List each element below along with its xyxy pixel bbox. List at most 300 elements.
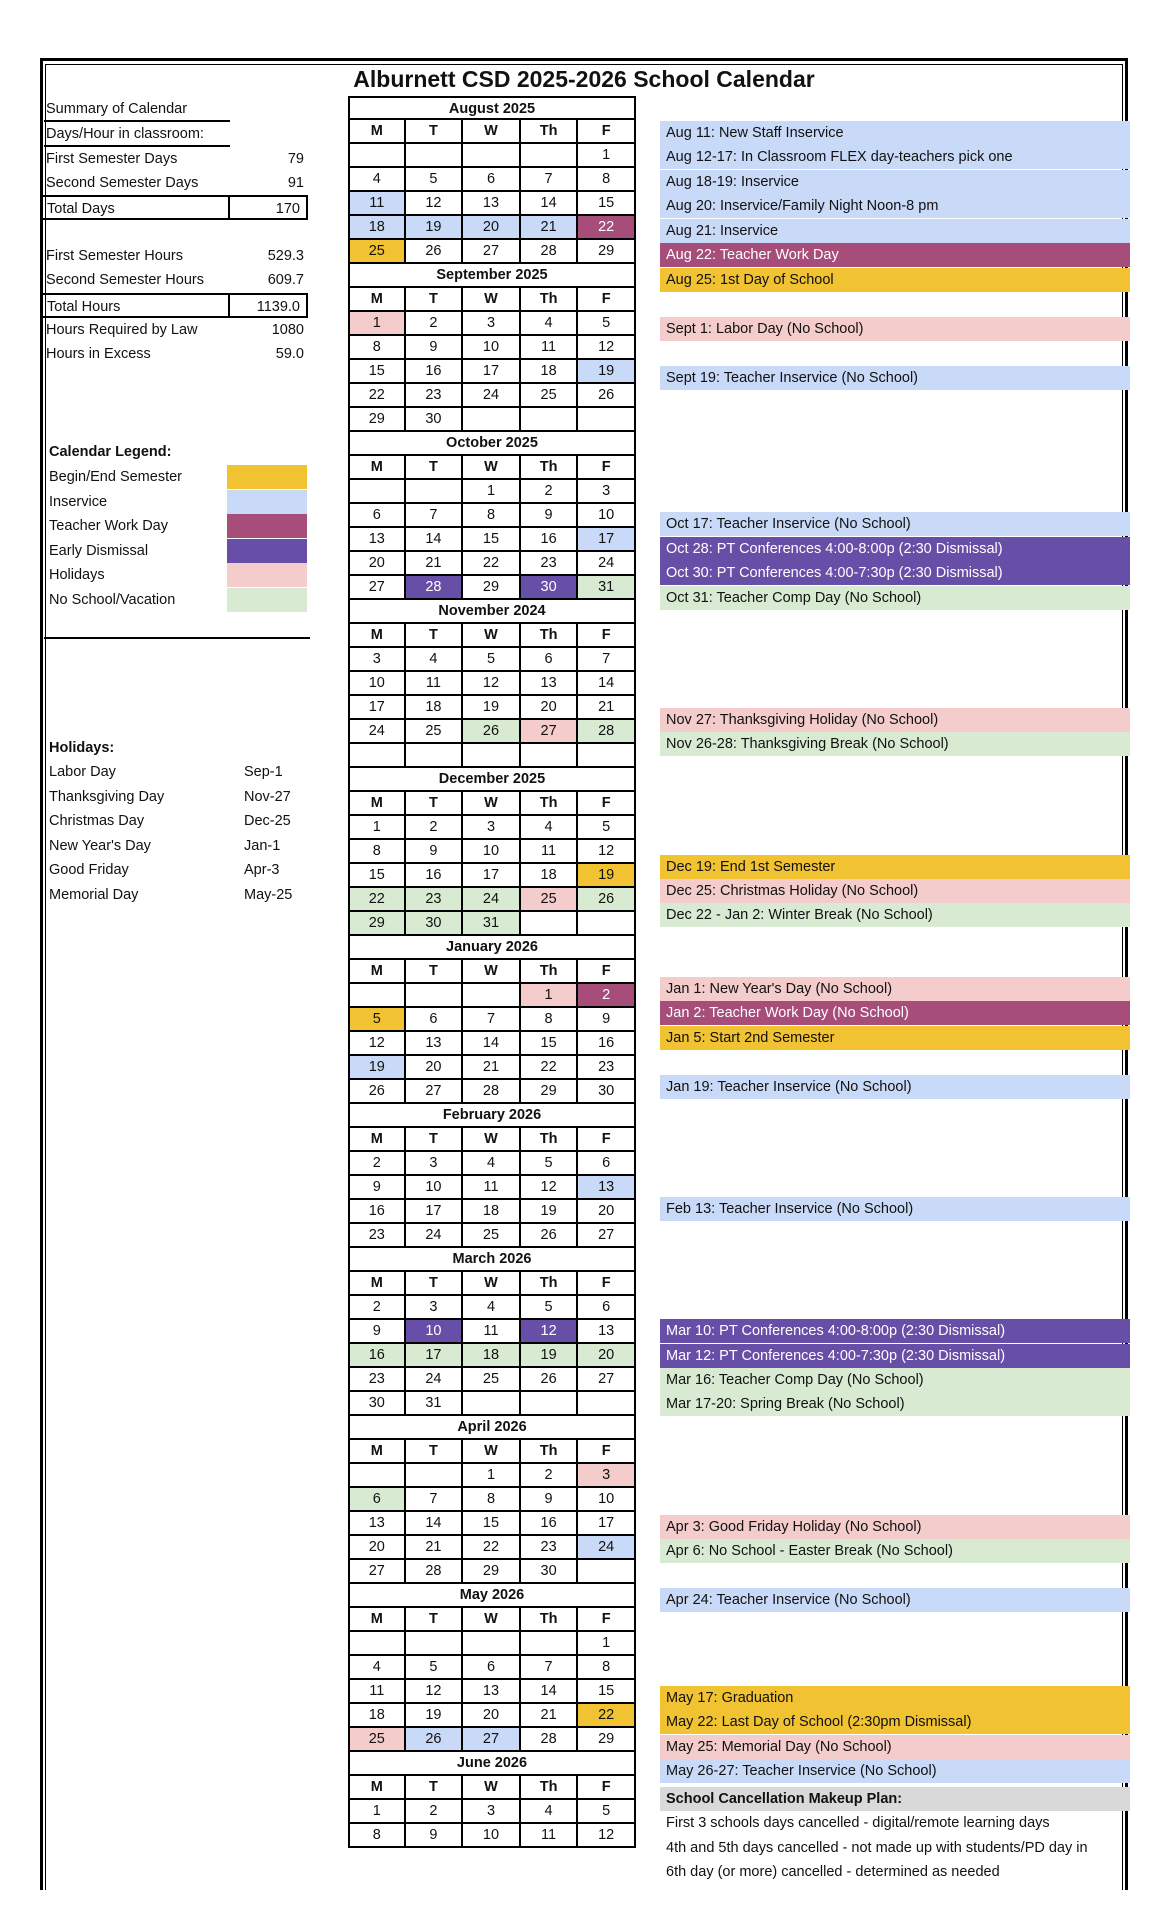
day-cell: 12 (463, 672, 521, 696)
weekday-header: F (578, 120, 636, 144)
day-cell: 8 (578, 168, 636, 192)
day-cell: 6 (463, 168, 521, 192)
second-semester-days-label: Second Semester Days (46, 175, 199, 191)
holiday-date: Sep-1 (244, 764, 283, 780)
event-item: Aug 11: New Staff Inservice (660, 121, 1130, 145)
weekday-header: Th (521, 792, 579, 816)
day-cell: 19 (406, 216, 464, 240)
day-cell: 18 (406, 696, 464, 720)
summary-heading (46, 97, 310, 121)
month-title: May 2026 (348, 1584, 636, 1608)
holiday-date: May-25 (244, 886, 293, 903)
day-cell: 16 (348, 1344, 406, 1368)
weekday-header: W (463, 288, 521, 312)
hours-excess-label: Hours in Excess (46, 346, 151, 362)
day-cell: 14 (578, 672, 636, 696)
week-row (348, 864, 636, 888)
event-item: Jan 1: New Year's Day (No School) (660, 977, 1130, 1001)
day-cell: 1 (463, 1464, 521, 1488)
day-cell (578, 912, 636, 936)
day-cell: 13 (463, 192, 521, 216)
day-cell: 2 (348, 1152, 406, 1176)
day-cell: 14 (406, 1512, 464, 1536)
day-cell: 17 (406, 1344, 464, 1368)
weekday-header: F (578, 1776, 636, 1800)
weekday-header-row (348, 1608, 636, 1632)
weekday-header: Th (521, 456, 579, 480)
day-cell: 28 (406, 1560, 464, 1584)
week-row (348, 816, 636, 840)
week-row (348, 216, 636, 240)
day-cell: 31 (406, 1392, 464, 1416)
day-cell: 6 (578, 1296, 636, 1320)
day-cell: 22 (578, 1704, 636, 1728)
day-cell: 1 (578, 144, 636, 168)
week-row (348, 1656, 636, 1680)
day-cell: 11 (348, 192, 406, 216)
day-cell: 29 (578, 1728, 636, 1752)
day-cell: 19 (521, 1344, 579, 1368)
day-cell: 26 (406, 1728, 464, 1752)
legend-item (49, 514, 311, 538)
week-row (348, 528, 636, 552)
day-cell: 26 (578, 888, 636, 912)
weekday-header: F (578, 1272, 636, 1296)
day-cell: 23 (578, 1056, 636, 1080)
second-semester-hours-row (46, 268, 310, 292)
weekday-header: Th (521, 624, 579, 648)
day-cell (463, 984, 521, 1008)
day-cell (578, 408, 636, 432)
weekday-header: T (406, 120, 464, 144)
day-cell (348, 1632, 406, 1656)
weekday-header: Th (521, 120, 579, 144)
first-semester-hours-label: First Semester Hours (46, 248, 183, 264)
week-row (348, 1176, 636, 1200)
day-cell: 10 (463, 1824, 521, 1848)
weekday-header: W (463, 120, 521, 144)
day-cell: 16 (521, 1512, 579, 1536)
day-cell: 4 (463, 1296, 521, 1320)
day-cell (406, 144, 464, 168)
day-cell: 25 (463, 1368, 521, 1392)
day-cell: 4 (521, 312, 579, 336)
day-cell: 11 (521, 840, 579, 864)
day-cell: 7 (463, 1008, 521, 1032)
day-cell: 22 (463, 552, 521, 576)
day-cell: 2 (406, 1800, 464, 1824)
weekday-header: Th (521, 1272, 579, 1296)
day-cell: 2 (521, 1464, 579, 1488)
event-item: Apr 6: No School - Easter Break (No School) (660, 1539, 1130, 1563)
legend-swatch (227, 588, 307, 612)
weekday-header: Th (521, 1128, 579, 1152)
week-row (348, 1704, 636, 1728)
first-semester-days-label: First Semester Days (46, 151, 178, 167)
event-item: Aug 21: Inservice (660, 219, 1130, 243)
total-days-row (41, 195, 308, 220)
weekday-header: M (348, 624, 406, 648)
day-cell: 27 (578, 1368, 636, 1392)
weekday-header-row (348, 1272, 636, 1296)
week-row (348, 504, 636, 528)
day-cell: 30 (348, 1392, 406, 1416)
day-cell: 16 (406, 360, 464, 384)
day-cell: 5 (406, 1656, 464, 1680)
day-cell: 5 (348, 1008, 406, 1032)
week-row (348, 576, 636, 600)
day-cell: 9 (406, 336, 464, 360)
weekday-header: W (463, 1776, 521, 1800)
total-hours-divider (228, 295, 230, 316)
day-cell: 18 (521, 864, 579, 888)
day-cell: 3 (463, 1800, 521, 1824)
weekday-header: T (406, 456, 464, 480)
event-item: Jan 19: Teacher Inservice (No School) (660, 1075, 1130, 1099)
month-block (348, 768, 636, 936)
day-cell: 4 (463, 1152, 521, 1176)
month-title: March 2026 (348, 1248, 636, 1272)
event-item: Mar 16: Teacher Comp Day (No School) (660, 1368, 1130, 1392)
day-cell: 15 (578, 1680, 636, 1704)
makeup-line-1: First 3 schools days cancelled - digital/remote learning days (666, 1815, 1050, 1831)
holiday-name: Christmas Day (49, 813, 145, 829)
day-cell: 21 (463, 1056, 521, 1080)
makeup-line-2: 4th and 5th days cancelled - not made up with students/PD day in (666, 1840, 1088, 1856)
week-row (348, 480, 636, 504)
weekday-header-row (348, 1128, 636, 1152)
day-cell (406, 1464, 464, 1488)
day-cell: 17 (463, 864, 521, 888)
day-cell: 25 (463, 1224, 521, 1248)
day-cell: 8 (463, 1488, 521, 1512)
event-item: May 26-27: Teacher Inservice (No School) (660, 1759, 1130, 1783)
weekday-header: M (348, 792, 406, 816)
day-cell: 6 (578, 1152, 636, 1176)
week-row (348, 384, 636, 408)
weekday-header: F (578, 624, 636, 648)
weekday-header: M (348, 1608, 406, 1632)
day-cell: 7 (406, 1488, 464, 1512)
day-cell (521, 1632, 579, 1656)
legend-item-label: Holidays (49, 567, 105, 583)
day-cell: 18 (348, 216, 406, 240)
holiday-date: Nov-27 (244, 788, 291, 805)
day-cell (348, 480, 406, 504)
hours-excess-value: 59.0 (275, 346, 304, 362)
month-block (348, 264, 636, 432)
first-semester-days-row (46, 147, 310, 171)
day-cell: 3 (463, 312, 521, 336)
weekday-header: T (406, 960, 464, 984)
day-cell: 15 (348, 360, 406, 384)
weekday-header: M (348, 456, 406, 480)
day-cell: 27 (463, 1728, 521, 1752)
day-cell: 5 (406, 168, 464, 192)
week-row (348, 1536, 636, 1560)
day-cell: 4 (521, 1800, 579, 1824)
event-item: Apr 3: Good Friday Holiday (No School) (660, 1515, 1130, 1539)
day-cell: 20 (578, 1200, 636, 1224)
day-cell: 9 (578, 1008, 636, 1032)
day-cell: 11 (406, 672, 464, 696)
day-cell: 10 (463, 840, 521, 864)
holiday-item (49, 785, 299, 809)
day-cell: 20 (463, 216, 521, 240)
day-cell: 24 (406, 1368, 464, 1392)
week-row (348, 336, 636, 360)
day-cell: 2 (348, 1296, 406, 1320)
day-cell: 3 (578, 1464, 636, 1488)
month-title: June 2026 (348, 1752, 636, 1776)
day-cell: 22 (463, 1536, 521, 1560)
day-cell: 8 (463, 504, 521, 528)
first-semester-hours-row (46, 244, 310, 268)
event-item: Aug 18-19: Inservice (660, 170, 1130, 194)
event-item: Aug 12-17: In Classroom FLEX day-teachers pick one (660, 145, 1130, 169)
day-cell: 7 (406, 504, 464, 528)
day-cell: 12 (521, 1176, 579, 1200)
day-cell: 19 (578, 360, 636, 384)
total-hours-value: 1139.0 (256, 299, 300, 315)
day-cell: 19 (578, 864, 636, 888)
event-item: Oct 28: PT Conferences 4:00-8:00p (2:30 Dismissal) (660, 537, 1130, 561)
weekday-header: T (406, 792, 464, 816)
event-item: Mar 17-20: Spring Break (No School) (660, 1392, 1130, 1416)
days-hours-text: Days/Hour in classroom: (46, 126, 204, 142)
day-cell (406, 1632, 464, 1656)
week-row (348, 1008, 636, 1032)
total-hours-label: Total Hours (47, 299, 121, 315)
day-cell: 26 (348, 1080, 406, 1104)
month-title: September 2025 (348, 264, 636, 288)
month-block (348, 96, 636, 264)
day-cell: 16 (578, 1032, 636, 1056)
day-cell: 19 (463, 696, 521, 720)
page-title: Alburnett CSD 2025-2026 School Calendar (353, 66, 815, 92)
day-cell (521, 408, 579, 432)
day-cell: 27 (406, 1080, 464, 1104)
day-cell: 17 (463, 360, 521, 384)
second-semester-days-row (46, 171, 310, 195)
event-item: May 25: Memorial Day (No School) (660, 1735, 1130, 1759)
day-cell: 20 (348, 552, 406, 576)
day-cell: 26 (463, 720, 521, 744)
event-item: Aug 22: Teacher Work Day (660, 243, 1130, 267)
event-item: Jan 5: Start 2nd Semester (660, 1026, 1130, 1050)
weekday-header: W (463, 1272, 521, 1296)
day-cell: 19 (521, 1200, 579, 1224)
week-row (348, 1344, 636, 1368)
weekday-header: W (463, 960, 521, 984)
week-row (348, 840, 636, 864)
day-cell: 8 (348, 1824, 406, 1848)
holiday-date: Apr-3 (244, 862, 280, 878)
holiday-name: Thanksgiving Day (49, 788, 165, 805)
day-cell: 2 (406, 816, 464, 840)
week-row (348, 1152, 636, 1176)
day-cell: 17 (578, 1512, 636, 1536)
weekday-header: Th (521, 1776, 579, 1800)
weekday-header-row (348, 960, 636, 984)
first-semester-days-value: 79 (287, 151, 304, 167)
day-cell: 25 (348, 240, 406, 264)
day-cell (521, 1392, 579, 1416)
holiday-item (49, 883, 299, 907)
event-item: Nov 27: Thanksgiving Holiday (No School) (660, 708, 1130, 732)
day-cell: 9 (521, 1488, 579, 1512)
week-row (348, 1200, 636, 1224)
day-cell: 5 (578, 1800, 636, 1824)
week-row (348, 1392, 636, 1416)
day-cell: 15 (348, 864, 406, 888)
day-cell: 12 (406, 192, 464, 216)
day-cell: 22 (521, 1056, 579, 1080)
day-cell: 24 (463, 384, 521, 408)
day-cell: 21 (521, 216, 579, 240)
weekday-header: W (463, 792, 521, 816)
legend-item (49, 588, 311, 612)
day-cell: 24 (578, 1536, 636, 1560)
day-cell: 15 (463, 528, 521, 552)
week-row (348, 1488, 636, 1512)
event-item: Apr 24: Teacher Inservice (No School) (660, 1588, 1130, 1612)
day-cell: 10 (406, 1320, 464, 1344)
week-row (348, 1800, 636, 1824)
day-cell: 23 (521, 1536, 579, 1560)
day-cell: 15 (521, 1032, 579, 1056)
weekday-header: Th (521, 288, 579, 312)
day-cell: 21 (406, 552, 464, 576)
day-cell: 6 (463, 1656, 521, 1680)
weekday-header: T (406, 1440, 464, 1464)
day-cell: 13 (578, 1176, 636, 1200)
legend-swatch (227, 563, 307, 587)
week-row (348, 192, 636, 216)
week-row (348, 1824, 636, 1848)
event-item: Oct 30: PT Conferences 4:00-7:30p (2:30 Dismissal) (660, 561, 1130, 585)
day-cell: 1 (348, 312, 406, 336)
month-title: October 2025 (348, 432, 636, 456)
day-cell: 3 (406, 1152, 464, 1176)
day-cell: 30 (406, 408, 464, 432)
event-item: May 17: Graduation (660, 1686, 1130, 1710)
total-days-value: 170 (275, 201, 300, 217)
month-block (348, 1584, 636, 1752)
week-row (348, 1512, 636, 1536)
day-cell: 28 (521, 1728, 579, 1752)
weekday-header: M (348, 1440, 406, 1464)
day-cell: 25 (521, 888, 579, 912)
day-cell: 10 (578, 504, 636, 528)
day-cell: 10 (348, 672, 406, 696)
week-row (348, 1728, 636, 1752)
day-cell: 12 (521, 1320, 579, 1344)
day-cell: 6 (521, 648, 579, 672)
day-cell: 12 (348, 1032, 406, 1056)
day-cell (406, 984, 464, 1008)
day-cell (463, 744, 521, 768)
event-item: Dec 22 - Jan 2: Winter Break (No School) (660, 903, 1130, 927)
day-cell (463, 1392, 521, 1416)
weekday-header-row (348, 624, 636, 648)
day-cell: 4 (348, 1656, 406, 1680)
day-cell: 20 (521, 696, 579, 720)
day-cell (348, 744, 406, 768)
weekday-header: W (463, 1440, 521, 1464)
day-cell: 2 (578, 984, 636, 1008)
month-block (348, 1248, 636, 1416)
legend-swatch (227, 465, 307, 489)
day-cell: 22 (578, 216, 636, 240)
month-block (348, 1416, 636, 1584)
week-row (348, 1224, 636, 1248)
weekday-header: W (463, 1128, 521, 1152)
day-cell (463, 144, 521, 168)
day-cell: 25 (521, 384, 579, 408)
month-title: August 2025 (348, 96, 636, 120)
calendar-grid (348, 96, 636, 1848)
total-days-label: Total Days (47, 201, 115, 217)
holidays-heading: Holidays: (49, 740, 115, 756)
day-cell: 19 (406, 1704, 464, 1728)
week-row (348, 144, 636, 168)
day-cell: 16 (406, 864, 464, 888)
weekday-header: M (348, 960, 406, 984)
makeup-heading: School Cancellation Makeup Plan: (660, 1787, 1130, 1811)
day-cell (348, 144, 406, 168)
weekday-header: T (406, 1608, 464, 1632)
day-cell: 28 (521, 240, 579, 264)
month-block (348, 432, 636, 600)
day-cell: 12 (406, 1680, 464, 1704)
weekday-header-row (348, 792, 636, 816)
week-row (348, 1464, 636, 1488)
legend-item (49, 563, 311, 587)
week-row (348, 312, 636, 336)
week-row (348, 360, 636, 384)
day-cell: 28 (463, 1080, 521, 1104)
weekday-header: W (463, 1608, 521, 1632)
day-cell: 3 (463, 816, 521, 840)
legend-item (49, 539, 311, 563)
day-cell: 18 (463, 1200, 521, 1224)
event-item: Sept 19: Teacher Inservice (No School) (660, 366, 1130, 390)
week-row (348, 240, 636, 264)
day-cell: 26 (406, 240, 464, 264)
holiday-name: New Year's Day (49, 837, 151, 854)
day-cell: 3 (406, 1296, 464, 1320)
day-cell: 29 (348, 408, 406, 432)
day-cell: 17 (406, 1200, 464, 1224)
first-semester-hours-value: 529.3 (267, 248, 304, 264)
legend-item (49, 465, 311, 489)
weekday-header-row (348, 1440, 636, 1464)
weekday-header-row (348, 288, 636, 312)
day-cell: 13 (348, 1512, 406, 1536)
day-cell: 18 (348, 1704, 406, 1728)
event-item: May 22: Last Day of School (2:30pm Dismissal) (660, 1710, 1130, 1734)
day-cell: 1 (463, 480, 521, 504)
day-cell: 23 (406, 888, 464, 912)
holiday-item (49, 760, 299, 784)
hours-required-value: 1080 (271, 322, 304, 338)
month-block (348, 1104, 636, 1248)
second-semester-days-value: 91 (287, 175, 304, 191)
day-cell: 26 (521, 1368, 579, 1392)
day-cell (521, 912, 579, 936)
day-cell (406, 480, 464, 504)
